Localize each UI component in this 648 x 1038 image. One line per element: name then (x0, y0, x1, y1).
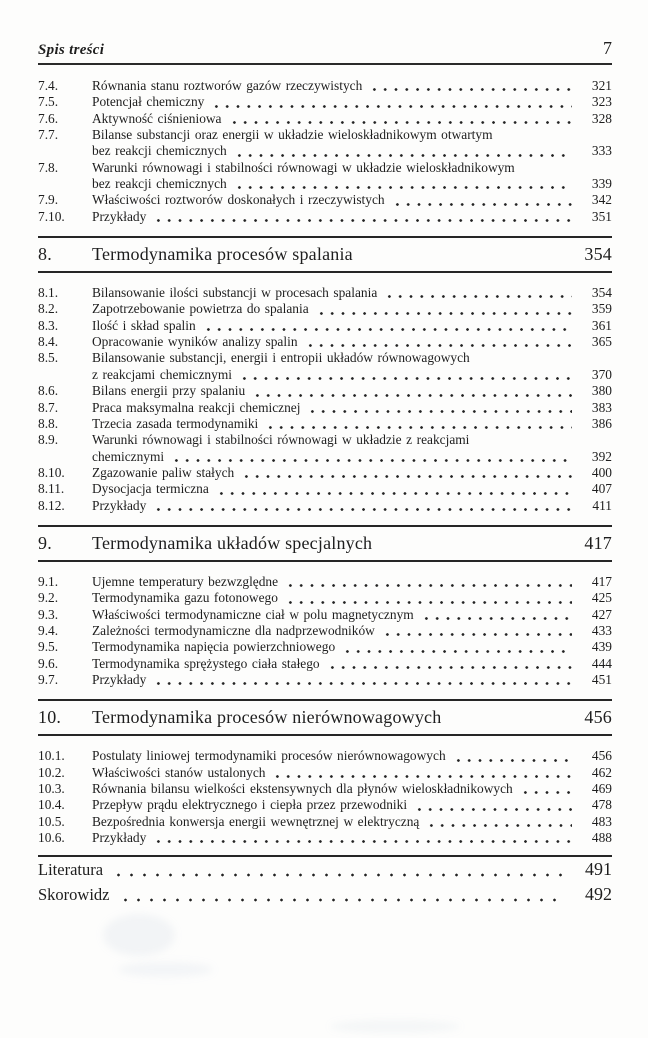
entry-title-text: Przykłady (92, 208, 147, 224)
entry-body (92, 590, 612, 606)
toc-entry (38, 765, 612, 781)
header-page-number: 7 (603, 38, 612, 58)
toc-entry (38, 416, 612, 432)
entry-number: 7.5. (38, 94, 59, 110)
toc-entry (38, 781, 612, 797)
scan-artifact (118, 962, 213, 977)
chapter-page-number: 456 (584, 707, 612, 728)
entry-title-line (92, 78, 612, 94)
entry-title-text: Termodynamika sprężystego ciała stałego (92, 655, 320, 671)
entry-body (92, 748, 612, 764)
entry-page-number: 451 (591, 671, 612, 687)
toc-entry (38, 574, 612, 590)
entry-title-line (92, 334, 612, 350)
entry-title-line: Bilanse substancji oraz energii w układzie wieloskładnikowym otwartym (92, 127, 493, 143)
entry-page-number: 359 (591, 301, 612, 317)
entry-number: 8.3. (38, 317, 59, 333)
dot-leader (305, 343, 572, 348)
entry-title-text: z reakcjami chemicznymi (92, 366, 232, 382)
dot-leader (342, 649, 572, 654)
toc-entry (38, 830, 612, 846)
chapter-title: Termodynamika procesów nierównowagowych (92, 707, 442, 728)
entry-number: 8.4. (38, 334, 59, 350)
dot-leader (307, 409, 572, 414)
entry-number: 10.4. (38, 797, 65, 813)
entry-number: 9.6. (38, 655, 59, 671)
entry-body (92, 416, 612, 432)
backmatter-entry (38, 882, 612, 907)
backmatter-title: Skorowidz (38, 885, 110, 905)
entry-number: 10.5. (38, 813, 65, 829)
entry-body (92, 94, 612, 110)
entry-body (92, 350, 612, 383)
toc-entry (38, 383, 612, 399)
entry-page-number: 383 (591, 399, 612, 415)
scanned-toc-page (0, 38, 648, 1038)
dot-leader (392, 202, 572, 207)
entry-number: 8.7. (38, 399, 59, 415)
entry-number: 9.5. (38, 639, 59, 655)
dot-leader (265, 425, 572, 430)
entry-number: 7.4. (38, 78, 59, 93)
entry-title-text: bez reakcji chemicznych (92, 143, 227, 159)
entry-title-text: Dysocjacja termiczna (92, 481, 209, 497)
dot-leader (316, 311, 572, 316)
entry-page-number: 456 (591, 748, 612, 764)
running-title: Spis treści (38, 42, 105, 58)
dot-leader (153, 218, 572, 223)
entry-page-number: 342 (591, 192, 612, 208)
entry-page-number: 444 (591, 655, 612, 671)
backmatter-page-number: 492 (585, 884, 612, 905)
entry-title-text: Zależności termodynamiczne dla nadprzewodników (92, 622, 375, 638)
entry-title-line (92, 285, 612, 301)
entry-page-number: 400 (591, 464, 612, 480)
entry-title-text: Potencjał chemiczny (92, 94, 205, 110)
chapter-title: Termodynamika procesów spalania (92, 244, 353, 265)
entry-number: 10.6. (38, 830, 65, 846)
dot-leader (327, 665, 572, 670)
entry-page-number: 323 (591, 94, 612, 110)
toc-entry (38, 127, 612, 160)
toc-entry (38, 94, 612, 110)
entry-title-line (92, 400, 612, 416)
toc-entry (38, 318, 612, 334)
entry-page-number: 370 (591, 366, 612, 382)
toc-entry (38, 748, 612, 764)
chapter-heading (38, 236, 612, 273)
entry-number: 8.5. (38, 350, 59, 366)
entry-number: 9.2. (38, 590, 59, 606)
running-header (38, 38, 612, 65)
entry-number: 8.10. (38, 464, 65, 480)
dot-leader (426, 823, 572, 828)
scan-artifact (103, 914, 175, 956)
entry-title-line (92, 781, 612, 797)
entry-body (92, 830, 612, 846)
entry-page-number: 365 (591, 334, 612, 350)
entry-title-text: Właściwości roztworów doskonałych i rzeczywistych (92, 192, 385, 208)
backmatter-title: Literatura (38, 860, 104, 880)
toc-entry (38, 639, 612, 655)
entry-title-text: bez reakcji chemicznych (92, 176, 227, 192)
entry-page-number: 469 (591, 781, 612, 796)
entry-body (92, 814, 612, 830)
chapter-number: 8. (38, 244, 52, 265)
dot-leader (216, 491, 572, 496)
entry-body (92, 127, 612, 160)
dot-leader (229, 120, 572, 125)
entry-title-line (92, 672, 612, 688)
entry-body (92, 160, 612, 193)
entry-body (92, 318, 612, 334)
entry-body (92, 383, 612, 399)
entry-number: 9.4. (38, 622, 59, 638)
dot-leader (239, 376, 572, 381)
chapter-page-number: 417 (584, 532, 612, 553)
chapter-heading (38, 525, 612, 562)
dot-leader (153, 839, 572, 844)
entry-body (92, 432, 612, 465)
entry-title-text: Zapotrzebowanie powietrza do spalania (92, 301, 309, 317)
entry-number: 10.3. (38, 781, 65, 796)
toc-entry (38, 209, 612, 225)
entry-title-line (92, 748, 612, 764)
entry-title-line (92, 416, 612, 432)
entry-page-number: 351 (591, 208, 612, 224)
entry-page-number: 328 (591, 110, 612, 126)
entry-page-number: 386 (591, 415, 612, 431)
entry-body (92, 781, 612, 797)
dot-leader (285, 583, 572, 588)
entry-title-text: Przepływ prądu elektrycznego i ciepła przez przewodniki (92, 797, 408, 813)
entry-page-number: 478 (591, 797, 612, 813)
toc-entry (38, 607, 612, 623)
entry-title-text: Bezpośrednia konwersja energii wewnętrznej w elektryczną (92, 813, 420, 829)
entry-title-line (92, 318, 612, 334)
entry-title-line: Warunki równowagi i stabilności równowagi w układzie z reakcjami (92, 432, 470, 448)
entry-body (92, 400, 612, 416)
dot-leader (241, 474, 572, 479)
entry-title-line (92, 797, 612, 813)
dot-leader (203, 327, 572, 332)
entry-title-text: Równania stanu roztworów gazów rzeczywistych (92, 78, 363, 93)
entry-title-line (92, 465, 612, 481)
toc-entry (38, 334, 612, 350)
toc-entry (38, 400, 612, 416)
entry-number: 7.6. (38, 110, 59, 126)
entry-title-text: Postulaty liniowej termodynamiki procesów nierównowagowych (92, 748, 446, 764)
toc-entry (38, 160, 612, 193)
dot-leader (414, 807, 572, 812)
entry-title-text: Zgazowanie paliw stałych (92, 464, 235, 480)
entry-number: 8.1. (38, 285, 59, 301)
toc-entry (38, 301, 612, 317)
entry-page-number: 462 (591, 764, 612, 780)
entry-number: 8.9. (38, 432, 59, 448)
dot-leader (234, 153, 572, 158)
entry-number: 7.7. (38, 127, 59, 143)
entry-title-line (92, 192, 612, 208)
entry-title-text: Przykłady (92, 497, 147, 513)
entry-body (92, 301, 612, 317)
entry-body (92, 607, 612, 623)
entry-page-number: 439 (591, 639, 612, 655)
entry-title-text: Bilansowanie ilości substancji w procesach spalania (92, 285, 378, 301)
dot-leader (211, 104, 572, 109)
entry-title-text: Właściwości stanów ustalonych (92, 764, 266, 780)
dot-leader (453, 758, 572, 763)
entry-body (92, 334, 612, 350)
entry-page-number: 321 (591, 78, 612, 93)
entry-body (92, 639, 612, 655)
entry-title-line (92, 449, 612, 465)
entry-number: 7.10. (38, 208, 65, 224)
entry-title-text: Opracowanie wyników analizy spalin (92, 334, 298, 350)
entry-title-text: Praca maksymalna reakcji chemicznej (92, 399, 301, 415)
entry-title-line: Warunki równowagi i stabilności równowagi w układzie wieloskładnikowym (92, 159, 515, 175)
toc-entry (38, 498, 612, 514)
entry-body (92, 797, 612, 813)
entry-title-line (92, 623, 612, 639)
entry-number: 7.8. (38, 159, 59, 175)
scan-artifact (330, 1020, 460, 1033)
entry-page-number: 488 (591, 830, 612, 846)
entry-title-text: Przykłady (92, 830, 147, 846)
dot-leader (112, 872, 564, 878)
entry-title-line (92, 209, 612, 225)
entry-title-line: Bilansowanie substancji, energii i entropii układów równowagowych (92, 350, 470, 366)
chapter-number: 10. (38, 707, 62, 728)
entry-body (92, 656, 612, 672)
entry-title-text: Ilość i skład spalin (92, 317, 196, 333)
entry-page-number: 483 (591, 813, 612, 829)
entry-title-line (92, 830, 612, 846)
entry-body (92, 765, 612, 781)
entry-title-text: Właściwości termodynamiczne ciał w polu magnetycznym (92, 606, 414, 622)
entry-body (92, 111, 612, 127)
entry-body (92, 465, 612, 481)
dot-leader (369, 87, 572, 92)
entry-title-line (92, 656, 612, 672)
dot-leader (285, 600, 572, 605)
entry-number: 8.6. (38, 383, 59, 399)
entry-title-text: Bilans energii przy spalaniu (92, 383, 246, 399)
entry-body (92, 78, 612, 94)
entry-title-line (92, 765, 612, 781)
dot-leader (272, 774, 572, 779)
entry-body (92, 209, 612, 225)
toc-entry (38, 78, 612, 94)
entry-title-line (92, 607, 612, 623)
entry-number: 9.1. (38, 573, 59, 589)
entry-page-number: 380 (591, 383, 612, 399)
toc-entry (38, 814, 612, 830)
chapter-page-number: 354 (584, 244, 612, 265)
toc-entry (38, 285, 612, 301)
toc-entry (38, 590, 612, 606)
dot-leader (421, 616, 572, 621)
entry-title-line (92, 590, 612, 606)
toc-entry (38, 111, 612, 127)
chapter-heading (38, 699, 612, 736)
toc-entry (38, 192, 612, 208)
toc-entry (38, 656, 612, 672)
entry-page-number: 417 (591, 573, 612, 589)
entry-body (92, 574, 612, 590)
entry-number: 10.2. (38, 764, 65, 780)
toc-entry (38, 432, 612, 465)
dot-leader (520, 790, 572, 795)
dot-leader (234, 185, 572, 190)
entry-title-line (92, 176, 612, 192)
entry-body (92, 498, 612, 514)
entry-number: 9.7. (38, 671, 59, 687)
toc-entry (38, 350, 612, 383)
dot-leader (252, 393, 572, 398)
entry-title-line (92, 301, 612, 317)
entry-number: 8.2. (38, 301, 59, 317)
entry-title-line (92, 111, 612, 127)
dot-leader (119, 897, 565, 903)
entry-page-number: 333 (591, 143, 612, 159)
dot-leader (171, 458, 572, 463)
entry-number: 9.3. (38, 606, 59, 622)
entry-title-line (92, 639, 612, 655)
entry-title-text: Ujemne temperatury bezwzględne (92, 573, 279, 589)
entry-page-number: 339 (591, 176, 612, 192)
entry-title-text: Termodynamika gazu fotonowego (92, 590, 278, 606)
entry-title-line (92, 481, 612, 497)
chapter-title: Termodynamika układów specjalnych (92, 532, 373, 553)
entry-title-text: chemicznymi (92, 448, 165, 464)
entry-page-number: 392 (591, 448, 612, 464)
entry-body (92, 672, 612, 688)
backmatter-entry (38, 857, 612, 882)
toc-entry (38, 797, 612, 813)
page-content (0, 38, 648, 907)
entry-number: 10.1. (38, 748, 65, 764)
entry-title-line (92, 498, 612, 514)
entry-page-number: 427 (591, 606, 612, 622)
entry-number: 7.9. (38, 192, 59, 208)
entry-page-number: 425 (591, 590, 612, 606)
chapter-number: 9. (38, 532, 52, 553)
dot-leader (382, 632, 572, 637)
toc-entry (38, 623, 612, 639)
entry-title-line (92, 94, 612, 110)
entry-title-text: Przykłady (92, 671, 147, 687)
toc-entry (38, 672, 612, 688)
entry-number: 8.8. (38, 415, 59, 431)
toc-entry (38, 481, 612, 497)
entry-page-number: 411 (592, 497, 612, 513)
dot-leader (384, 294, 572, 299)
entry-body (92, 481, 612, 497)
entry-title-line (92, 383, 612, 399)
entry-title-line (92, 367, 612, 383)
entry-page-number: 361 (591, 317, 612, 333)
entry-number: 8.11. (38, 481, 65, 497)
entry-title-text: Aktywność ciśnieniowa (92, 110, 222, 126)
dot-leader (153, 507, 572, 512)
entry-title-line (92, 574, 612, 590)
entry-title-text: Trzecia zasada termodynamiki (92, 415, 259, 431)
entry-title-line (92, 143, 612, 159)
entry-body (92, 285, 612, 301)
entry-number: 8.12. (38, 497, 65, 513)
entry-title-line (92, 814, 612, 830)
entry-page-number: 354 (591, 285, 612, 301)
toc-body (38, 65, 612, 907)
entry-title-text: Termodynamika napięcia powierzchniowego (92, 639, 336, 655)
backmatter-page-number: 491 (585, 859, 612, 880)
entry-page-number: 433 (591, 622, 612, 638)
entry-body (92, 623, 612, 639)
entry-body (92, 192, 612, 208)
toc-entry (38, 465, 612, 481)
dot-leader (153, 681, 572, 686)
entry-page-number: 407 (591, 481, 612, 497)
entry-title-text: Równania bilansu wielkości ekstensywnych dla płynów wieloskładnikowych (92, 781, 513, 796)
